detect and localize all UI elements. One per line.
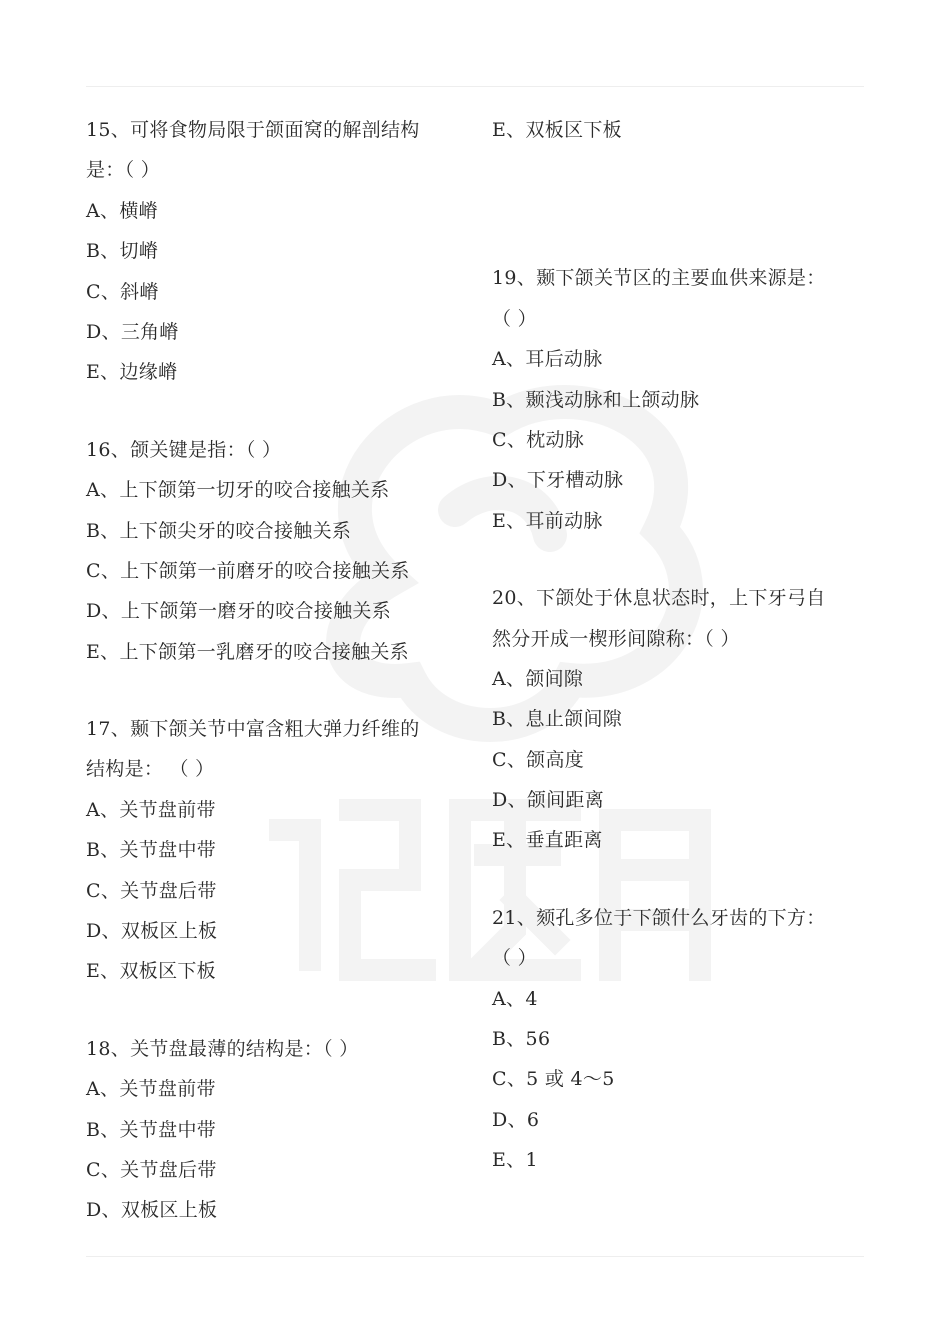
question-17 <box>86 709 461 992</box>
question-20 <box>492 578 864 861</box>
option-e: E、边缘嵴 <box>86 361 178 384</box>
question-21 <box>492 898 864 1181</box>
option-a: A、耳后动脉 <box>492 348 603 371</box>
footer-rule <box>86 1256 864 1257</box>
option-c: C、5 或 4～5 <box>492 1068 615 1091</box>
option-a: A、关节盘前带 <box>86 798 216 821</box>
option-c: C、斜嵴 <box>86 280 159 303</box>
question-19 <box>492 258 864 541</box>
option-d: D、双板区上板 <box>86 920 218 943</box>
option-c: C、关节盘后带 <box>86 1158 217 1181</box>
option-a: A、颌间隙 <box>492 667 584 690</box>
option-e: E、1 <box>492 1149 538 1172</box>
option-d: D、下牙槽动脉 <box>492 469 624 492</box>
option-a: A、横嵴 <box>86 199 158 222</box>
question-15 <box>86 110 461 393</box>
option-a: A、4 <box>492 987 538 1010</box>
option-c: C、关节盘后带 <box>86 879 217 902</box>
question-16 <box>86 430 461 672</box>
option-b: B、息止颌间隙 <box>492 708 623 731</box>
option-e: E、双板区下板 <box>86 960 216 983</box>
option-d: D、6 <box>492 1108 540 1131</box>
question-stem: （ ） <box>492 307 537 330</box>
option-d: D、双板区上板 <box>86 1199 218 1222</box>
option-c: C、上下颌第一前磨牙的咬合接触关系 <box>86 559 410 582</box>
option-c: C、枕动脉 <box>492 428 585 451</box>
option-e: E、双板区下板 <box>492 119 622 141</box>
option-d: D、上下颌第一磨牙的咬合接触关系 <box>86 600 392 623</box>
header-rule <box>86 86 864 87</box>
question-stem: 21、颏孔多位于下颌什么牙齿的下方： <box>492 906 826 929</box>
option-b: B、切嵴 <box>86 240 159 263</box>
left-column <box>86 110 461 1268</box>
option-e: E、上下颌第一乳磨牙的咬合接触关系 <box>86 640 409 663</box>
question-stem: 20、下颌处于休息状态时，上下牙弓自 <box>492 587 826 610</box>
question-stem: 17、颞下颌关节中富含粗大弹力纤维的 <box>86 718 420 741</box>
option-b: B、56 <box>492 1028 551 1051</box>
question-stem: 是：（ ） <box>86 159 161 182</box>
option-b: B、上下颌尖牙的咬合接触关系 <box>86 519 352 542</box>
option-a: A、上下颌第一切牙的咬合接触关系 <box>86 479 390 502</box>
question-stem: 然分开成一楔形间隙称：（ ） <box>492 627 740 650</box>
option-e: E、耳前动脉 <box>492 509 603 532</box>
question-stem: 15、可将食物局限于颌面窝的解剖结构 <box>86 119 420 141</box>
option-b: B、关节盘中带 <box>86 1118 217 1141</box>
question-stem: （ ） <box>492 947 537 970</box>
option-d: D、三角嵴 <box>86 320 179 343</box>
question-stem: 19、颞下颌关节区的主要血供来源是： <box>492 267 826 290</box>
question-stem: 结构是： （ ） <box>86 758 215 781</box>
option-d: D、颌间距离 <box>492 789 605 812</box>
option-e: E、垂直距离 <box>492 829 603 852</box>
right-column <box>492 110 864 1218</box>
option-c: C、颌高度 <box>492 748 585 771</box>
option-a: A、关节盘前带 <box>86 1078 216 1101</box>
question-stem: 16、颌关键是指：（ ） <box>86 438 282 461</box>
option-b: B、关节盘中带 <box>86 839 217 862</box>
option-b: B、颞浅动脉和上颌动脉 <box>492 388 700 411</box>
question-18 <box>86 1029 461 1231</box>
question-stem: 18、关节盘最薄的结构是：（ ） <box>86 1037 359 1060</box>
